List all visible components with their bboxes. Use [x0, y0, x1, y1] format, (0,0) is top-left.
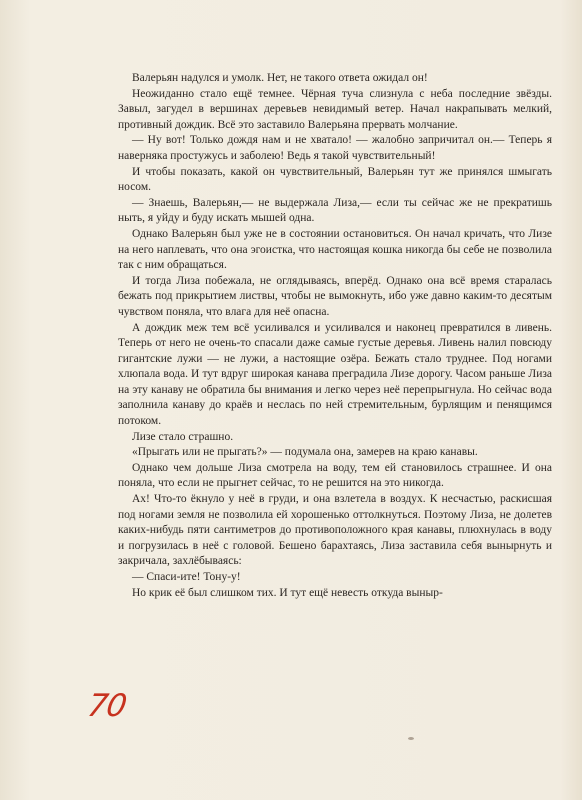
ink-smudge	[408, 737, 414, 740]
paragraph: «Прыгать или не прыгать?» — подумала она, замерев на краю канавы.	[132, 446, 478, 459]
body-text	[118, 71, 552, 601]
paragraph: — Знаешь, Валерьян,— не выдержала Лиза,— если ты сейчас же не прекратишь ныть, я уйду и буду искать мышей одна.	[118, 196, 552, 225]
paragraph: — Ну вот! Только дождя нам и не хватало! — жалобно запричитал он.— Теперь я наверняка простужусь и заболею! Ведь я такой чувствительный!	[118, 134, 552, 162]
paragraph: И чтобы показать, какой он чувствительный, Валерьян тут же принялся шмыгать носом.	[118, 165, 552, 194]
paragraph: И тогда Лиза побежала, не оглядываясь, вперёд. Однако она всё время старалась бежать под прикрытием листвы, чтобы не вымокнуть, ибо уже давно каким-то десятым чувством поняла, что влага для неё опасна.	[118, 274, 552, 318]
paragraph: Валерьян надулся и умолк. Нет, не такого ответа ожидал он!	[132, 72, 428, 84]
paragraph: Но крик её был слишком тих. И тут ещё невесть откуда выныр-	[132, 586, 443, 599]
paragraph: Неожиданно стало ещё темнее. Чёрная туча слизнула с неба последние звёзды. Завыл, загудел в вершинах деревьев невидимый ветер. Начал накрапывать мелкий, противный дождик. Всё это заставило Валерьяна прервать молчание.	[118, 87, 552, 131]
paragraph: Однако чем дольше Лиза смотрела на воду, тем ей становилось страшнее. И она поняла, что если не прыгнет сейчас, то не решится на это никогда.	[118, 461, 552, 490]
page-number: 70	[84, 688, 129, 724]
paragraph: — Спаси-ите! Тону-у!	[132, 571, 241, 583]
paragraph: Ах! Что-то ёкнуло у неё в груди, и она взлетела в воздух. К несчастью, раскисшая под ногами земля не позволила ей хорошенько оттолкнуться. Поэтому Лиза, не долетев каких-нибудь пяти сантиметров до противоположного края канавы, плюхнулась в воду и погрузилась в неё с головой. Бешено барахтаясь, Лиза заставила себя вынырнуть и закричала, захлёбываясь:	[118, 493, 552, 568]
paragraph: Однако Валерьян был уже не в состоянии остановиться. Он начал кричать, что Лизе на него наплевать, что она эгоистка, что настоящая кошка никогда бы себе не позволила так с ним обращаться.	[118, 227, 552, 272]
paragraph: А дождик меж тем всё усиливался и усиливался и наконец превратился в ливень. Теперь от него не очень-то спасали даже самые густые деревья. Ливень налил повсюду гигантские лужи — не лужи, а настоящие озёра. Бежать стало труднее. Под ногами хлюпала вода. И тут вдруг широкая канава преградила Лизе дорогу. Часом раньше Лиза на эту канаву не обратила бы внимания и легко через неё перепрыгнула. Но сейчас вода заполнила канаву до краёв и неслась по ней стремительным, бурлящим и пенящимся потоком.	[118, 321, 552, 428]
paragraph: Лизе стало страшно.	[132, 430, 234, 443]
